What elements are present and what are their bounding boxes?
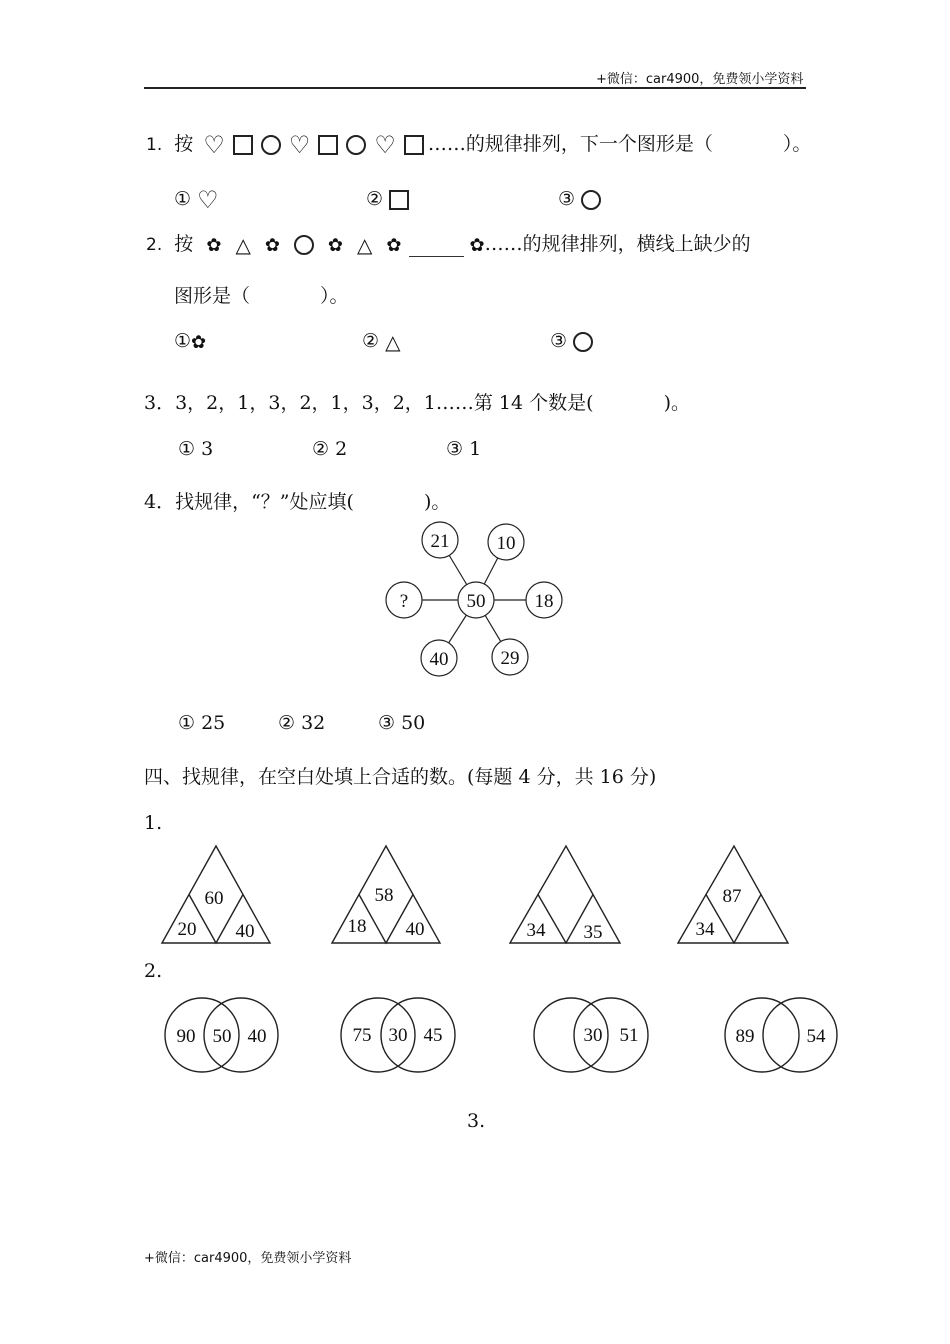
tri-1-left: 20: [177, 919, 197, 940]
q3-option-2[interactable]: ② 2: [312, 438, 348, 460]
square-icon: [233, 135, 253, 155]
venn-1-mid: 50: [212, 1026, 232, 1047]
q1-number: 1.: [146, 135, 163, 155]
q2-fill-line[interactable]: [409, 256, 464, 257]
flower-icon: ✿: [191, 331, 207, 353]
question-1: [146, 129, 812, 159]
tri-2-top: 58: [374, 885, 394, 906]
q1-option-2[interactable]: [366, 188, 409, 210]
star-center: 50: [466, 591, 486, 612]
part-3-label: 3.: [467, 1110, 486, 1132]
flower-icon: ✿: [386, 234, 402, 256]
square-icon: [389, 190, 409, 210]
flower-icon: ✿: [206, 234, 222, 256]
star-spoke: 29: [500, 648, 520, 669]
q2-line2-text: 图形是（: [174, 285, 251, 307]
question-2: [146, 229, 751, 257]
square-icon: [318, 135, 338, 155]
q2-option-3[interactable]: [550, 330, 593, 352]
q2-suffix: ……的规律排列，横线上缺少的: [484, 233, 751, 255]
q2-option-2[interactable]: [362, 330, 400, 354]
venn-3-mid: 30: [583, 1025, 603, 1046]
tri-1-right: 40: [235, 921, 255, 942]
circle-icon: [581, 190, 601, 210]
star-spoke: 21: [430, 531, 450, 552]
question-3: [144, 388, 690, 415]
heart-icon: ♡: [374, 131, 396, 159]
option-label: ③: [558, 188, 576, 210]
q1-suffix: ……的规律排列，下一个图形是（: [427, 133, 713, 155]
tri-2-left: 18: [347, 916, 367, 937]
tri-4-top: 87: [722, 886, 742, 907]
q3-option-3[interactable]: ③ 1: [446, 438, 482, 460]
option-label: ①: [174, 330, 192, 352]
q3-option-1[interactable]: ① 3: [178, 438, 214, 460]
q4-option-3[interactable]: ③ 50: [378, 712, 426, 734]
tri-4-left: 34: [695, 919, 715, 940]
q2-option-1[interactable]: [174, 330, 206, 353]
q2-number: 2.: [146, 235, 163, 255]
q4-option-1[interactable]: ① 25: [178, 712, 226, 734]
heart-icon: ♡: [197, 186, 219, 214]
q1-sequence: [199, 131, 428, 159]
tri-1-top: 60: [204, 888, 224, 909]
circle-icon: [294, 235, 314, 255]
star-spoke: 10: [496, 533, 516, 554]
header-text: +微信：car4900，免费领小学资料: [596, 72, 804, 87]
venn-2-right: 45: [423, 1025, 443, 1046]
venn-1-right: 40: [247, 1026, 267, 1047]
venn-4-right: 54: [806, 1026, 826, 1047]
venn-puzzles: [160, 990, 850, 1080]
flower-icon: ✿: [327, 234, 344, 256]
option-label: ③: [550, 330, 568, 352]
flower-icon: ✿: [469, 234, 485, 256]
q2-sequence: [199, 233, 408, 255]
star-spoke: 40: [429, 649, 449, 670]
option-label: ①: [174, 188, 192, 210]
square-icon: [404, 135, 424, 155]
q1-option-3[interactable]: [558, 188, 601, 210]
footer-text: +微信：car4900，免费领小学资料: [144, 1251, 352, 1266]
q1-prefix: 按: [174, 133, 194, 155]
triangle-puzzles: [150, 840, 810, 950]
header-rule: [144, 87, 806, 89]
star-spoke: 18: [534, 591, 554, 612]
q4-star-diagram: [380, 515, 570, 680]
q2-line2: [174, 281, 349, 308]
triangle-icon: △: [235, 233, 251, 257]
circle-icon: [573, 332, 593, 352]
option-label: ②: [362, 330, 380, 352]
q3-text: 3．3，2，1，3，2，1，3，2，1……第 14 个数是(: [144, 392, 594, 414]
part-1-label: 1.: [144, 812, 163, 834]
q1-option-1[interactable]: [174, 186, 219, 214]
q2-prefix: 按: [174, 233, 194, 255]
question-4: [144, 487, 450, 514]
tri-3-left: 34: [526, 920, 546, 941]
heart-icon: ♡: [288, 131, 311, 159]
tri-3-right: 35: [583, 922, 603, 943]
section-title: 四、找规律，在空白处填上合适的数。(每题 4 分，共 16 分): [144, 766, 657, 788]
q4-text: 4．找规律，“？”处应填(: [144, 491, 354, 513]
star-unknown[interactable]: ?: [399, 591, 409, 612]
option-label: ②: [366, 188, 384, 210]
q2-close: ）。: [320, 285, 349, 307]
q4-close: )。: [423, 491, 451, 513]
q4-option-2[interactable]: ② 32: [278, 712, 326, 734]
heart-icon: ♡: [203, 131, 225, 159]
q3-close: )。: [663, 392, 690, 414]
tri-2-right: 40: [405, 919, 425, 940]
venn-4-left: 89: [735, 1026, 755, 1047]
venn-2-left: 75: [352, 1025, 372, 1046]
circle-icon: [261, 135, 281, 155]
circle-icon: [346, 135, 366, 155]
venn-2-mid: 30: [388, 1025, 408, 1046]
triangle-icon: △: [357, 233, 373, 257]
triangle-icon: △: [385, 330, 401, 354]
flower-icon: ✿: [264, 234, 280, 256]
venn-1-left: 90: [176, 1026, 196, 1047]
venn-3-right: 51: [619, 1025, 639, 1046]
part-2-label: 2.: [144, 960, 163, 982]
q1-close: ）。: [782, 133, 812, 155]
